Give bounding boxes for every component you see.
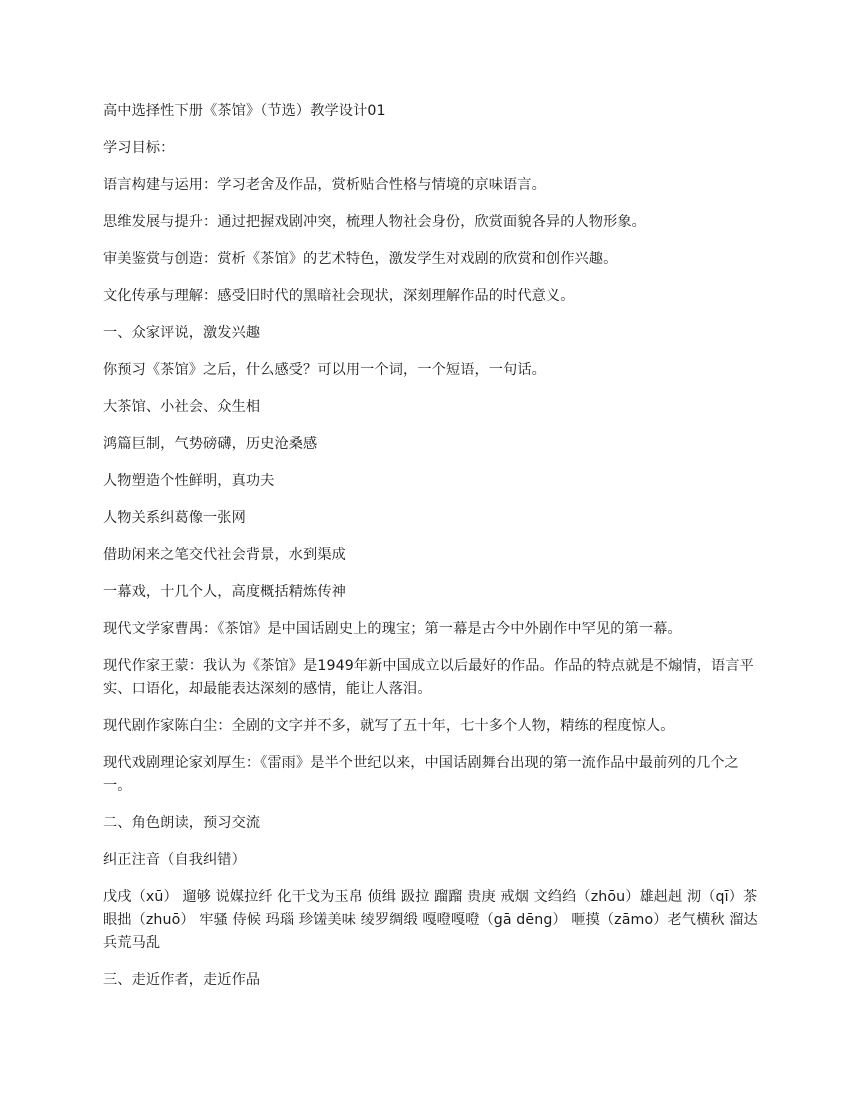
paragraph-answer-5: 借助闲来之笔交代社会背景，水到渠成 [103,547,346,563]
paragraph-answer-1: 大茶馆、小社会、众生相 [103,399,261,415]
paragraph-pronunciation-title: 纠正注音（自我纠错） [103,852,246,868]
paragraph-goal-aesthetics: 审美鉴赏与创造：赏析《茶馆》的艺术特色，激发学生对戏剧的欣赏和创作兴趣。 [103,251,618,267]
paragraph-quote-wangmeng: 现代作家王蒙：我认为《茶馆》是1949年新中国成立以后最好的作品。作品的特点就是不煽情，语言平实、口语化，却最能表达深刻的感情，能让人落泪。 [103,658,754,697]
paragraph-pronunciation-list: 戊戌（xū） 遛够 说媒拉纤 化干戈为玉帛 侦缉 趿拉 蹓蹓 贵庚 戒烟 文绉绉（zhōu）雄赳赳 沏（qī）茶 眼拙（zhuō） 牢骚 侍候 玛瑙 珍馐美味 绫罗绸缎 嘎噔嘎噔（gā dēng） 咂摸（zāmo）老气横秋 溜达 兵荒马乱 [103,889,758,951]
document-body [103,100,763,1006]
section-heading-2: 二、角色朗读，预习交流 [103,815,261,831]
paragraph-answer-3: 人物塑造个性鲜明，真功夫 [103,473,275,489]
paragraph-answer-4: 人物关系纠葛像一张网 [103,510,246,526]
section-heading-1: 一、众家评说，激发兴趣 [103,325,261,341]
paragraph-quote-liuhousheng: 现代戏剧理论家刘厚生：《雷雨》是半个世纪以来，中国话剧舞台出现的第一流作品中最前列的几个之一。 [103,755,739,794]
paragraph-goal-language: 语言构建与运用：学习老舍及作品，赏析贴合性格与情境的京味语言。 [103,177,546,193]
paragraph-goal-culture: 文化传承与理解：感受旧时代的黑暗社会现状，深刻理解作品的时代意义。 [103,288,575,304]
paragraph-learning-goals: 学习目标： [103,140,175,156]
section-heading-3: 三、走近作者，走近作品 [103,972,261,988]
paragraph-answer-6: 一幕戏，十几个人，高度概括精炼传神 [103,584,346,600]
paragraph-quote-caoyu: 现代文学家曹禺：《茶馆》是中国话剧史上的瑰宝；第一幕是古今中外剧作中罕见的第一幕。 [103,621,682,637]
document-title: 高中选择性下册《茶馆》（节选）教学设计01 [103,103,386,119]
paragraph-goal-thinking: 思维发展与提升：通过把握戏剧冲突，梳理人物社会身份，欣赏面貌各异的人物形象。 [103,214,646,230]
paragraph-answer-2: 鸿篇巨制，气势磅礴，历史沧桑感 [103,436,318,452]
paragraph-quote-chenbaichen: 现代剧作家陈白尘：全剧的文字并不多，就写了五十年，七十多个人物，精练的程度惊人。 [103,718,675,734]
paragraph-question: 你预习《茶馆》之后，什么感受？可以用一个词，一个短语，一句话。 [103,362,546,378]
